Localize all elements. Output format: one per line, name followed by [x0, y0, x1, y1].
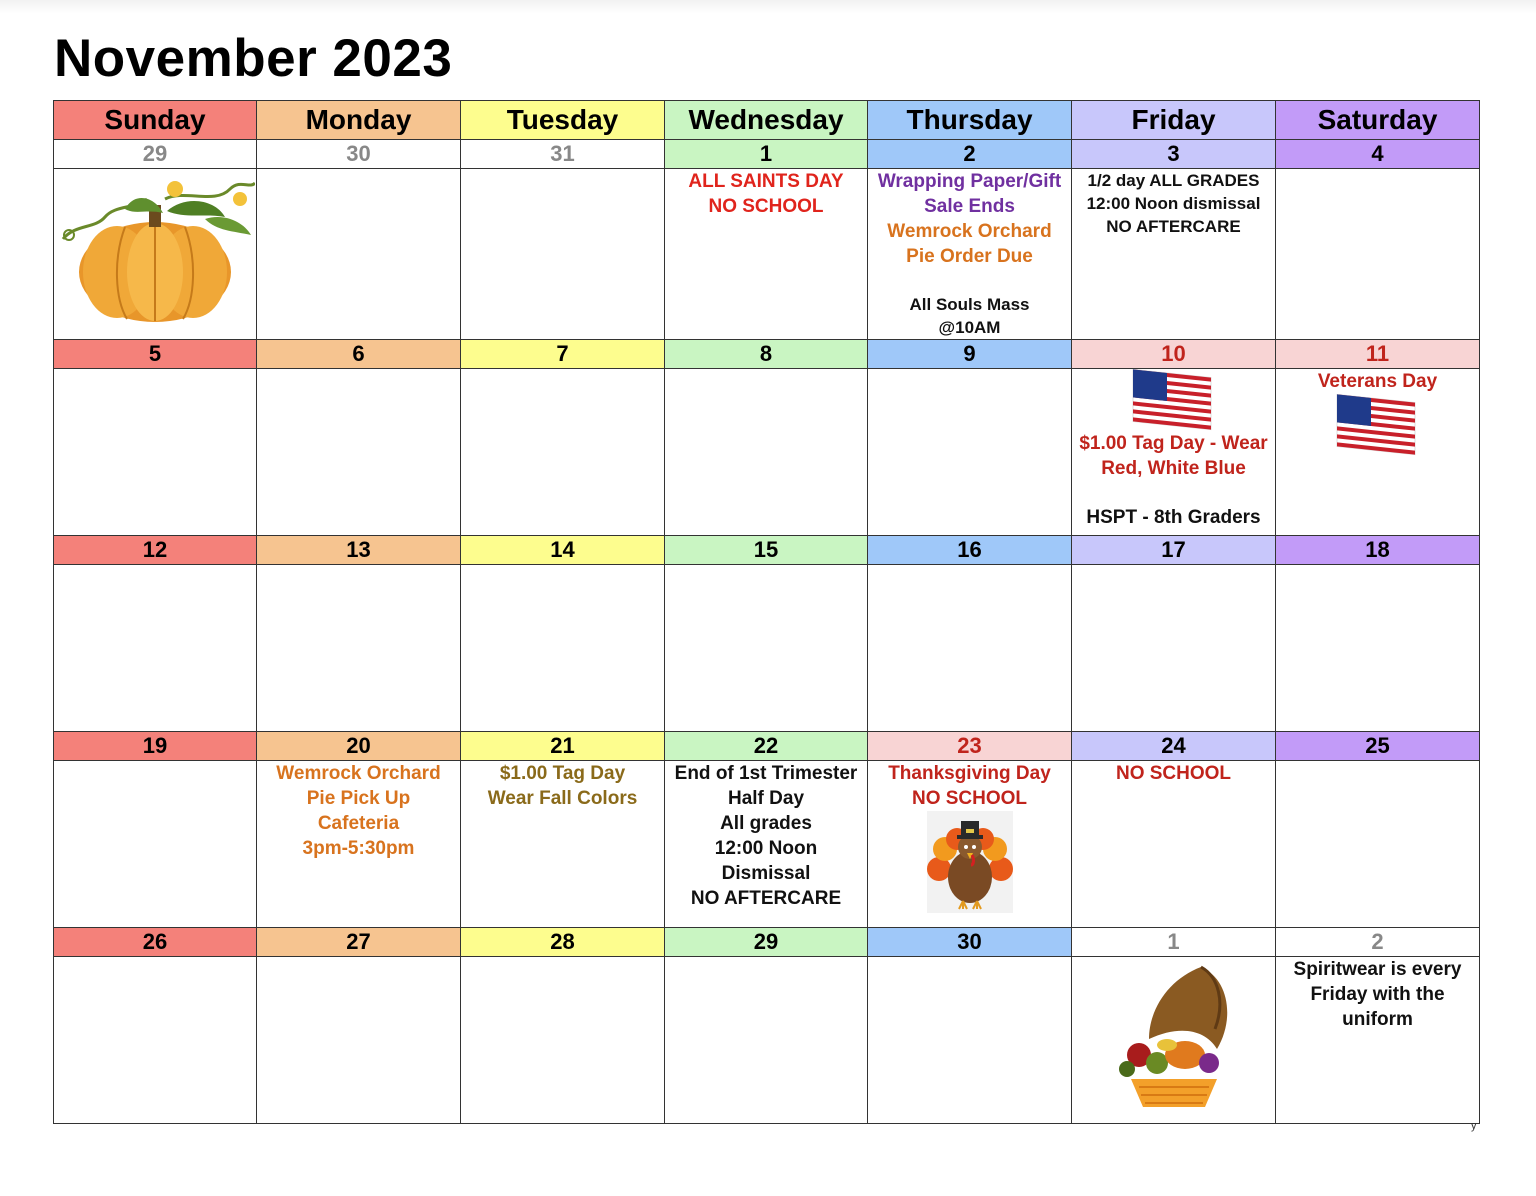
event-line: NO SCHOOL — [911, 788, 1028, 809]
day-cell — [665, 565, 868, 732]
week-2-events-row — [54, 369, 1480, 536]
day-cell — [665, 169, 868, 340]
day-number: 13 — [257, 536, 461, 565]
day-number: 3 — [1072, 140, 1276, 169]
day-number: 1 — [665, 140, 868, 169]
day-cell — [868, 957, 1072, 1124]
day-number: 11 — [1276, 340, 1480, 369]
day-cell — [54, 957, 257, 1124]
footnote-mark: y — [1471, 1120, 1477, 1132]
day-cell — [461, 957, 665, 1124]
event-line: 12:00 Noon — [714, 838, 818, 859]
event-line: Wemrock Orchard — [887, 221, 1052, 242]
day-cell — [665, 369, 868, 536]
day-cell — [257, 565, 461, 732]
event-line: HSPT - 8th Graders — [1086, 507, 1261, 528]
day-number: 29 — [54, 140, 257, 169]
day-cell — [257, 957, 461, 1124]
day-cell — [461, 169, 665, 340]
event-line: Veterans Day — [1317, 371, 1438, 392]
day-number: 5 — [54, 340, 257, 369]
week-1-events-row — [54, 169, 1480, 340]
day-number: 6 — [257, 340, 461, 369]
weekday-header: Saturday — [1276, 101, 1480, 140]
event-line: 3pm-5:30pm — [302, 838, 415, 859]
weekday-header: Thursday — [868, 101, 1072, 140]
day-number: 12 — [54, 536, 257, 565]
day-cell — [54, 369, 257, 536]
day-cell — [868, 761, 1072, 928]
day-cell — [868, 169, 1072, 340]
week-1-date-row — [54, 140, 1480, 169]
american-flag-icon — [1333, 394, 1423, 456]
day-number: 17 — [1072, 536, 1276, 565]
event-line: Half Day — [727, 788, 805, 809]
day-number: 28 — [461, 928, 665, 957]
event-line: $1.00 Tag Day - Wear — [1079, 433, 1268, 454]
day-number: 9 — [868, 340, 1072, 369]
week-2-date-row — [54, 340, 1480, 369]
day-cell — [1072, 369, 1276, 536]
day-cell — [1072, 169, 1276, 340]
day-cell — [665, 761, 868, 928]
day-number: 22 — [665, 732, 868, 761]
event-line: NO SCHOOL — [708, 196, 824, 217]
weekday-header: Wednesday — [665, 101, 868, 140]
event-line: $1.00 Tag Day — [499, 763, 626, 784]
week-4-events-row — [54, 761, 1480, 928]
day-number: 2 — [868, 140, 1072, 169]
day-number: 19 — [54, 732, 257, 761]
event-line: Friday with the — [1310, 984, 1445, 1005]
pumpkin-icon — [55, 169, 255, 324]
weekday-header: Friday — [1072, 101, 1276, 140]
day-cell — [54, 169, 257, 340]
event-line: Wemrock Orchard — [276, 763, 441, 784]
day-cell — [1276, 369, 1480, 536]
day-cell — [1276, 761, 1480, 928]
event-line: All Souls Mass — [909, 295, 1030, 314]
day-cell — [257, 369, 461, 536]
day-cell — [461, 761, 665, 928]
day-number: 20 — [257, 732, 461, 761]
day-cell — [868, 565, 1072, 732]
day-number: 16 — [868, 536, 1072, 565]
event-line: Wrapping Paper/Gift — [877, 171, 1062, 192]
day-cell — [461, 369, 665, 536]
day-number: 10 — [1072, 340, 1276, 369]
event-line: End of 1st Trimester — [674, 763, 858, 784]
event-line: NO SCHOOL — [1115, 763, 1232, 784]
day-number: 24 — [1072, 732, 1276, 761]
weekday-header-row — [54, 101, 1480, 140]
day-number: 18 — [1276, 536, 1480, 565]
day-number: 27 — [257, 928, 461, 957]
event-line: @10AM — [938, 318, 1001, 337]
week-5-events-row — [54, 957, 1480, 1124]
day-cell — [1276, 957, 1480, 1124]
week-4-date-row — [54, 732, 1480, 761]
week-5-date-row — [54, 928, 1480, 957]
event-line: NO AFTERCARE — [1106, 217, 1241, 236]
day-number: 4 — [1276, 140, 1480, 169]
page-title: November 2023 — [54, 29, 453, 88]
day-cell — [54, 565, 257, 732]
event-line: 12:00 Noon dismissal — [1086, 194, 1261, 213]
weekday-header: Sunday — [54, 101, 257, 140]
day-number: 25 — [1276, 732, 1480, 761]
event-line: Pie Order Due — [906, 246, 1033, 267]
american-flag-icon — [1129, 369, 1219, 431]
day-number: 30 — [868, 928, 1072, 957]
day-cell — [54, 761, 257, 928]
event-line: All grades — [720, 813, 812, 834]
event-line: Spiritwear is every — [1293, 959, 1462, 980]
day-cell — [1276, 169, 1480, 340]
day-number: 23 — [868, 732, 1072, 761]
day-cell — [257, 761, 461, 928]
event-line: ALL SAINTS DAY — [688, 171, 844, 192]
day-cell — [1276, 565, 1480, 732]
week-3-events-row — [54, 565, 1480, 732]
day-cell — [257, 169, 461, 340]
day-number: 7 — [461, 340, 665, 369]
event-line: Sale Ends — [924, 196, 1015, 217]
day-number: 14 — [461, 536, 665, 565]
weekday-header: Tuesday — [461, 101, 665, 140]
turkey-icon — [927, 811, 1013, 913]
day-number: 29 — [665, 928, 868, 957]
weekday-header: Monday — [257, 101, 461, 140]
day-number: 2 — [1276, 928, 1480, 957]
cornucopia-icon — [1109, 959, 1239, 1111]
event-line: Red, White Blue — [1101, 458, 1246, 479]
day-cell — [1072, 761, 1276, 928]
day-cell — [665, 957, 868, 1124]
day-number: 30 — [257, 140, 461, 169]
month-calendar — [53, 100, 1480, 1124]
day-cell — [1072, 565, 1276, 732]
day-number: 31 — [461, 140, 665, 169]
day-number: 15 — [665, 536, 868, 565]
day-cell — [868, 369, 1072, 536]
day-number: 26 — [54, 928, 257, 957]
day-number: 8 — [665, 340, 868, 369]
day-cell — [461, 565, 665, 732]
event-line: Cafeteria — [317, 813, 400, 834]
event-line: NO AFTERCARE — [690, 888, 842, 909]
event-line: Wear Fall Colors — [487, 788, 638, 809]
day-number: 21 — [461, 732, 665, 761]
week-3-date-row — [54, 536, 1480, 565]
event-line: 1/2 day ALL GRADES — [1087, 171, 1260, 190]
window-top-bar — [0, 0, 1536, 14]
day-number: 1 — [1072, 928, 1276, 957]
day-cell — [1072, 957, 1276, 1124]
event-line: Dismissal — [721, 863, 811, 884]
event-line: Pie Pick Up — [306, 788, 411, 809]
event-line: Thanksgiving Day — [888, 763, 1051, 784]
event-line: uniform — [1342, 1009, 1413, 1030]
